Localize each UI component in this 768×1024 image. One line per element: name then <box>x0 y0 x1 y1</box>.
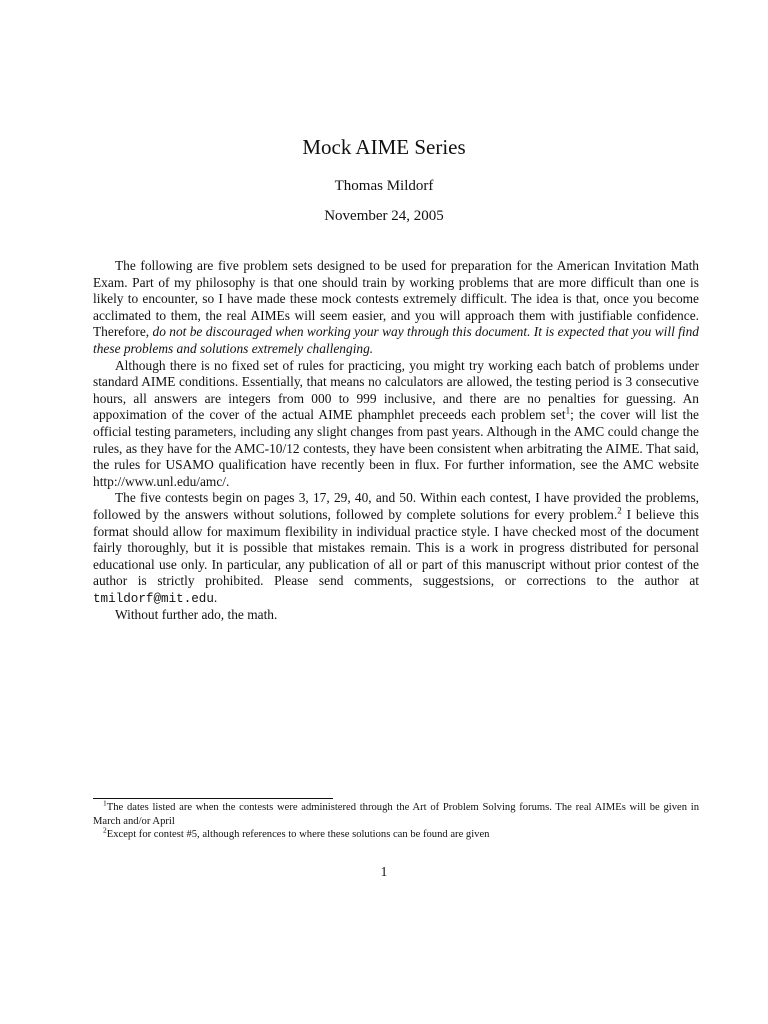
footnotes <box>93 798 699 842</box>
paragraph-intro-text: The following are five problem sets designed to be used for preparation for the American Invitation Math Exam. Part of my philosophy is that one should train by working problems that are more difficult than one is likely to encounter, so I have made these mock contests extremely difficult. The idea is that, once you become acclimated to them, the real AIMEs will seem easier, and you will approach them with justifiable confidence. Therefore, <box>93 258 699 340</box>
paragraph-closing-text: Without further ado, the math. <box>115 607 278 623</box>
paragraph-contests-text-before: The five contests begin on pages 3, 17, 29, 40, and 50. Within each contest, I have provided the problems, followed by the answers without solutions, followed by complete solutions for every problem. <box>93 490 699 522</box>
paragraph-contests-end: . <box>213 589 218 605</box>
page-number: 1 <box>380 864 388 879</box>
footnote-1 <box>93 798 699 828</box>
paragraph-contests <box>93 490 699 607</box>
document-author: Thomas Mildorf <box>334 178 434 194</box>
footnote-mark-2: 2 <box>103 825 107 835</box>
paragraph-closing <box>93 607 699 624</box>
paragraph-intro-emphasis: do not be discouraged when working your way through this document. It is expected that you will find these problems and solutions extremely challenging. <box>93 324 699 356</box>
paragraph-contests-text-after: I believe this format should allow for maximum flexibility in individual practice style. I have checked most of the document fairly thoroughly, but it is possible that mistakes remain. This is a work in progress distributed for personal educational use only. In particular, any publication of all or part of this manuscript without prior contest of the author is strictly prohibited. Please send comments, suggestsions, or corrections to the author at <box>93 506 700 589</box>
footnote-divider <box>93 798 333 799</box>
paragraph-intro <box>93 258 699 358</box>
author-email: tmildorf@mit.edu <box>93 591 214 606</box>
paragraph-rules-text-before: Although there is no fixed set of rules for practicing, you might try working each batch of problems under standard AIME conditions. Essentially, that means no calculators are allowed, the testing period is 3 consecutive hours, all answers are integers from 000 to 999 inclusive, and there are no penalties for guessing. An appoximation of the cover of the actual AIME phamphlet preceeds each problem set <box>93 357 699 423</box>
document-title: Mock AIME Series <box>302 135 466 159</box>
footnote-ref-2: 2 <box>617 505 622 516</box>
document-date: November 24, 2005 <box>324 208 444 224</box>
footnote-mark-1: 1 <box>103 798 107 808</box>
footnote-2 <box>93 825 699 842</box>
footnote-text-2: Except for contest #5, although references to where these solutions can be found are given <box>106 829 490 841</box>
footnote-ref-1: 1 <box>565 405 571 416</box>
footnote-text-1: The dates listed are when the contests were administered through the Art of Problem Solving forums. The real AIMEs will be given in March and/or April <box>93 802 699 827</box>
paragraph-rules-text-after: ; the cover will list the official testing parameters, including any slight changes from past years. Although in the AMC could change the rules, as they have for the AMC-10/12 contests, they have been consistent when arbitrating the AIME. That said, the rules for USAMO qualification have recently been in flux. For further information, see the AMC website http://www.unl.edu/amc/. <box>93 407 699 489</box>
paragraph-rules <box>93 358 699 491</box>
document-body <box>93 258 699 624</box>
